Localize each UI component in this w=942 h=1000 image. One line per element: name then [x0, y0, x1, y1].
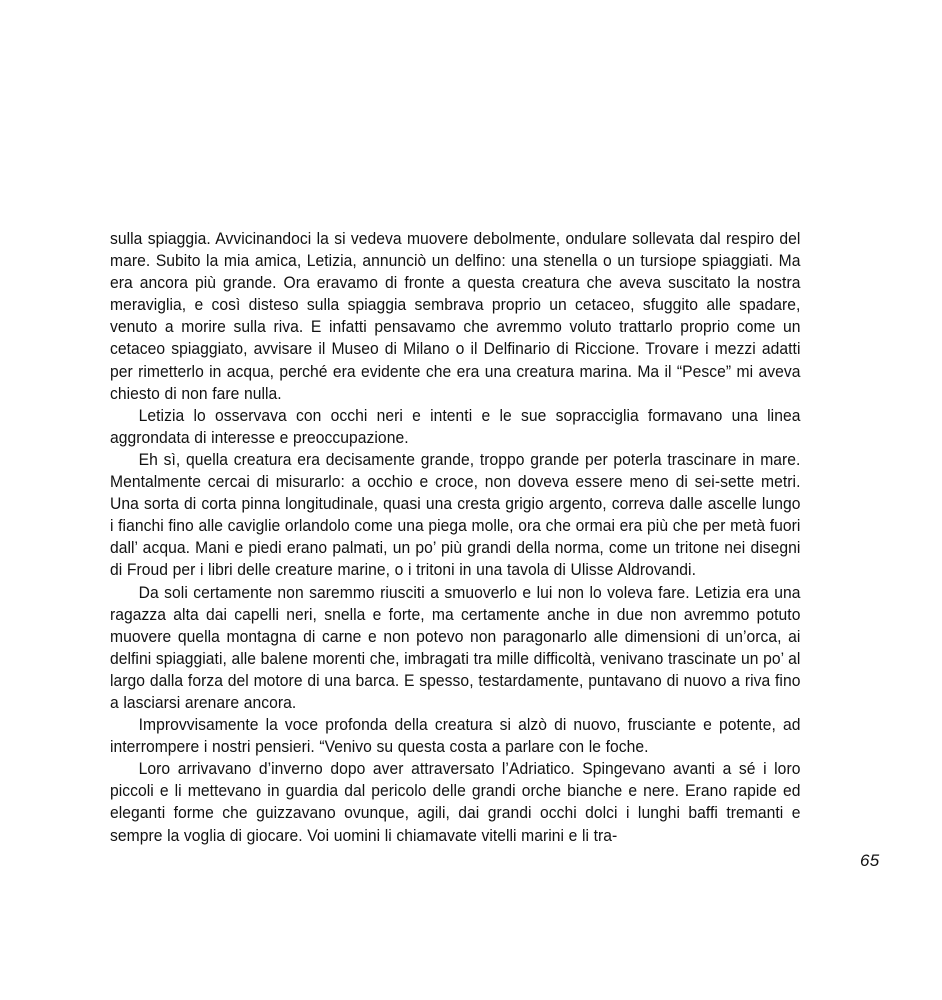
- paragraph: Loro arrivavano d’inverno dopo aver attraversato l’Adriatico. Spingevano avanti a sé i loro piccoli e li mettevano in guardia dal pericolo delle grandi orche bianche e nere. Erano rapide ed eleganti forme che guizzavano ovunque, agili, dai grandi occhi dolci i lunghi baffi tremanti e sempre la voglia di giocare. Voi uomini li chiamavate vitelli marini e li tra-: [110, 760, 801, 845]
- paragraph: sulla spiaggia. Avvicinandoci la si vedeva muovere debolmente, ondulare sollevata dal respiro del mare. Subito la mia amica, Letizia, annunciò un delfino: una stenella o un tursiope spiaggiati. Ma era ancora più grande. Ora eravamo di fronte a questa creatura che aveva suscitato la nostra meraviglia, e così disteso sulla spiaggia sembrava proprio un cetaceo, sfuggito alle spadare, venuto a morire sulla riva. E infatti pensavamo che avremmo voluto trattarlo proprio come un cetaceo spiaggiato, avvisare il Museo di Milano o il Delfinario di Riccione. Trovare i mezzi adatti per rimetterlo in acqua, perché era evidente che era una creatura marina. Ma il “Pesce” mi aveva chiesto di non fare nulla.: [110, 230, 801, 403]
- page-number: 65: [860, 851, 880, 870]
- paragraph: Eh sì, quella creatura era decisamente grande, troppo grande per poterla trascinare in mare. Mentalmente cercai di misurarlo: a occhio e croce, non doveva essere meno di sei-sette metri. Una sorta di corta pinna longitudinale, quasi una cresta grigio argento, correva dalle ascelle lungo i fianchi fino alle caviglie orlandolo come una piega molle, ora che ormai era più che per metà fuori dall’ acqua. Mani e piedi erano palmati, un po’ più grandi della norma, come un tritone nei disegni di Froud per i libri delle creature marine, o i tritoni in una tavola di Ulisse Aldrovandi.: [110, 450, 801, 580]
- paragraph: Da soli certamente non saremmo riusciti a smuoverlo e lui non lo voleva fare. Letizia era una ragazza alta dai capelli neri, snella e forte, ma certamente anche in due non avremmo potuto muovere quella montagna di carne e non potevo non paragonarlo alle dimensioni di un’orca, ai delfini spiaggiati, alle balene morenti che, imbragati tra mille difficoltà, venivano trascinate un po’ al largo dalla forza del motore di una barca. E spesso, testardamente, puntavano di nuovo a riva fino a lasciarsi arenare ancora.: [110, 583, 801, 712]
- paragraph: Improvvisamente la voce profonda della creatura si alzò di nuovo, frusciante e potente, ad interrompere i nostri pensieri. “Venivo su questa costa a parlare con le foche.: [110, 716, 801, 757]
- paragraph: Letizia lo osservava con occhi neri e intenti e le sue sopracciglia formavano una linea aggrondata di interesse e preoccupazione.: [110, 406, 801, 447]
- page-text-block: [110, 228, 800, 847]
